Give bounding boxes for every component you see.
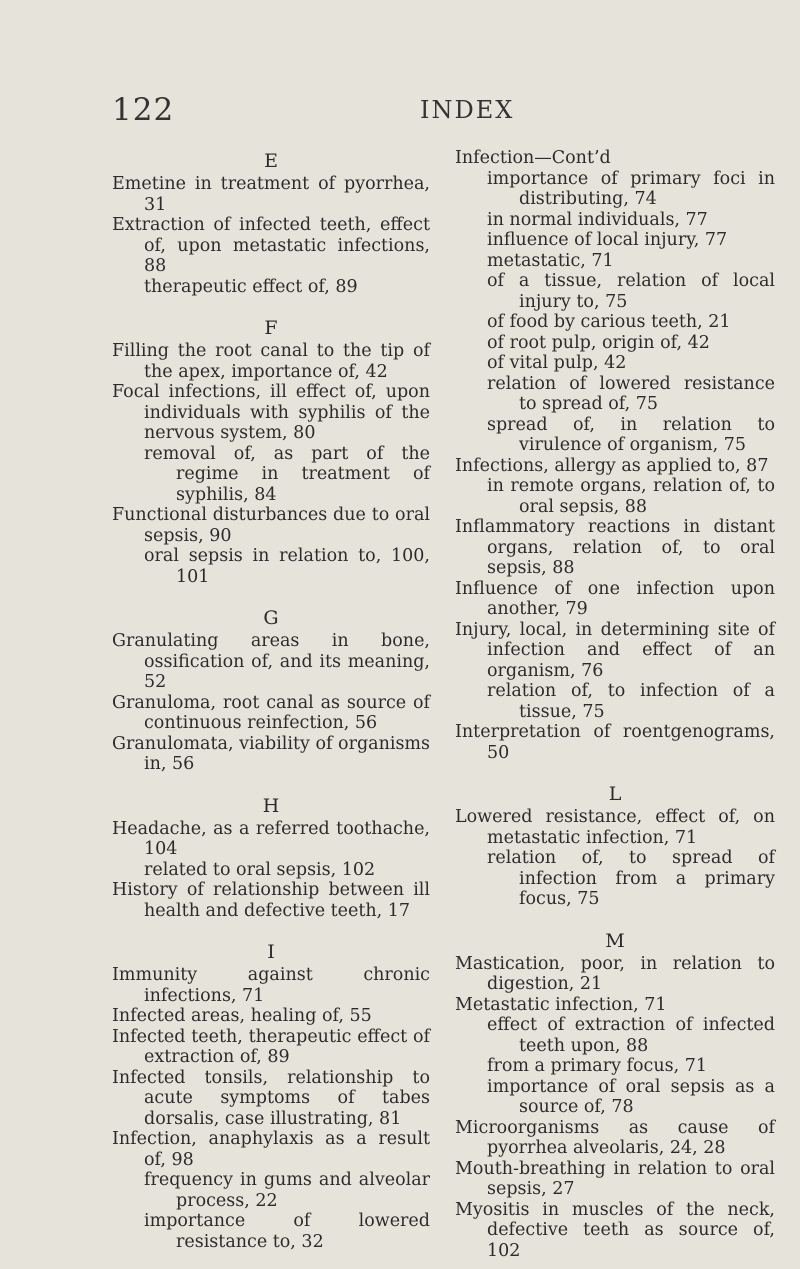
index-entry: Focal infections, ill effect of, upon individuals with syphilis of the nervous system, 80 <box>112 382 430 443</box>
index-entry: Emetine in treatment of pyorrhea, 31 <box>112 174 430 215</box>
page-header <box>0 92 800 132</box>
index-column-right <box>455 148 775 1261</box>
index-entry: Infected areas, healing of, 55 <box>112 1006 372 1026</box>
index-entry: Filling the root canal to the tip of the apex, importance of, 42 <box>112 341 430 382</box>
index-subentry: oral sepsis in relation to, 100, 101 <box>144 546 430 587</box>
index-entry: Interpretation of roentgenograms, 50 <box>455 722 775 763</box>
index-entry: Immunity against chronic infections, 71 <box>112 965 430 1006</box>
index-entry: Inflammatory reactions in distant organs, relation of, to oral sepsis, 88 <box>455 517 775 578</box>
index-entry: Metastatic infection, 71 <box>455 994 667 1015</box>
index-entry: Granuloma, root canal as source of continuous reinfection, 56 <box>112 692 430 733</box>
index-subentry: of root pulp, origin of, 42 <box>487 332 710 353</box>
index-subentry: spread of, in relation to virulence of organism, 75 <box>487 414 775 455</box>
index-entry: Infected teeth, therapeutic effect of extraction of, 89 <box>112 1026 430 1067</box>
section-letter-g: G <box>263 607 279 629</box>
index-subentry: importance of lowered resistance to, 32 <box>144 1211 430 1252</box>
index-subentry: relation of lowered resistance to spread of, 75 <box>487 373 775 414</box>
index-subentry: removal of, as part of the regime in treatment of syphilis, 84 <box>144 443 430 505</box>
index-entry: Infection—Cont’d <box>455 148 611 168</box>
index-entry: Infected tonsils, relationship to acute symptoms of tabes dorsalis, case illustrating, 81 <box>112 1067 430 1129</box>
running-head: INDEX <box>420 96 515 124</box>
index-subentry: influence of local injury, 77 <box>487 230 728 250</box>
index-subentry: of a tissue, relation of local injury to, 75 <box>487 271 775 312</box>
index-entry: Influence of one infection upon another, 79 <box>455 578 775 619</box>
index-entry: Infections, allergy as applied to, 87 <box>455 455 769 476</box>
section-letter-f: F <box>264 317 278 339</box>
index-entry: Myositis in muscles of the neck, defective teeth as source of, 102 <box>455 1199 775 1261</box>
index-entry: Infection, anaphylaxis as a result of, 98 <box>112 1129 430 1170</box>
index-entry: Functional disturbances due to oral sepsis, 90 <box>112 505 430 546</box>
index-entry: Mouth-breathing in relation to oral sepsis, 27 <box>455 1158 775 1199</box>
section-letter-i: I <box>267 941 275 963</box>
index-subentry: therapeutic effect of, 89 <box>144 276 358 297</box>
index-subentry: relation of, to infection of a tissue, 75 <box>487 681 775 722</box>
index-entry: Granulating areas in bone, ossification of, and its meaning, 52 <box>112 631 430 692</box>
section-letter-h: H <box>262 794 280 817</box>
index-entry: Lowered resistance, effect of, on metastatic infection, 71 <box>455 807 775 848</box>
index-subentry: in remote organs, relation of, to oral sepsis, 88 <box>487 476 775 517</box>
index-entry: Injury, local, in determining site of infection and effect of an organism, 76 <box>455 619 775 681</box>
index-subentry: of food by carious teeth, 21 <box>487 312 731 332</box>
index-subentry: from a primary focus, 71 <box>487 1056 707 1076</box>
index-subentry: effect of extraction of infected teeth upon, 88 <box>487 1015 775 1056</box>
index-subentry: of vital pulp, 42 <box>487 353 627 373</box>
index-entry: Granulomata, viability of organisms in, 56 <box>112 733 430 774</box>
index-subentry: metastatic, 71 <box>487 250 614 271</box>
section-letter-m: M <box>605 929 625 952</box>
index-subentry: relation of, to spread of infection from a primary focus, 75 <box>487 848 775 909</box>
page-number: 122 <box>112 92 175 128</box>
index-entry: Mastication, poor, in relation to digestion, 21 <box>455 953 775 994</box>
section-letter-e: E <box>264 150 278 172</box>
section-letter-l: L <box>608 783 622 805</box>
index-entry: Microorganisms as cause of pyorrhea alveolaris, 24, 28 <box>455 1117 775 1158</box>
index-subentry: in normal individuals, 77 <box>487 209 708 230</box>
index-subentry: related to oral sepsis, 102 <box>144 859 376 880</box>
index-entry: Headache, as a referred toothache, 104 <box>112 818 430 859</box>
index-entry: History of relationship between ill health and defective teeth, 17 <box>112 880 430 921</box>
index-subentry: importance of primary foci in distributing, 74 <box>487 168 775 209</box>
index-entry: Extraction of infected teeth, effect of, upon metastatic infections, 88 <box>112 215 430 276</box>
index-column-left <box>112 148 430 1252</box>
index-subentry: frequency in gums and alveolar process, 22 <box>144 1170 430 1211</box>
index-subentry: importance of oral sepsis as a source of, 78 <box>487 1076 775 1117</box>
